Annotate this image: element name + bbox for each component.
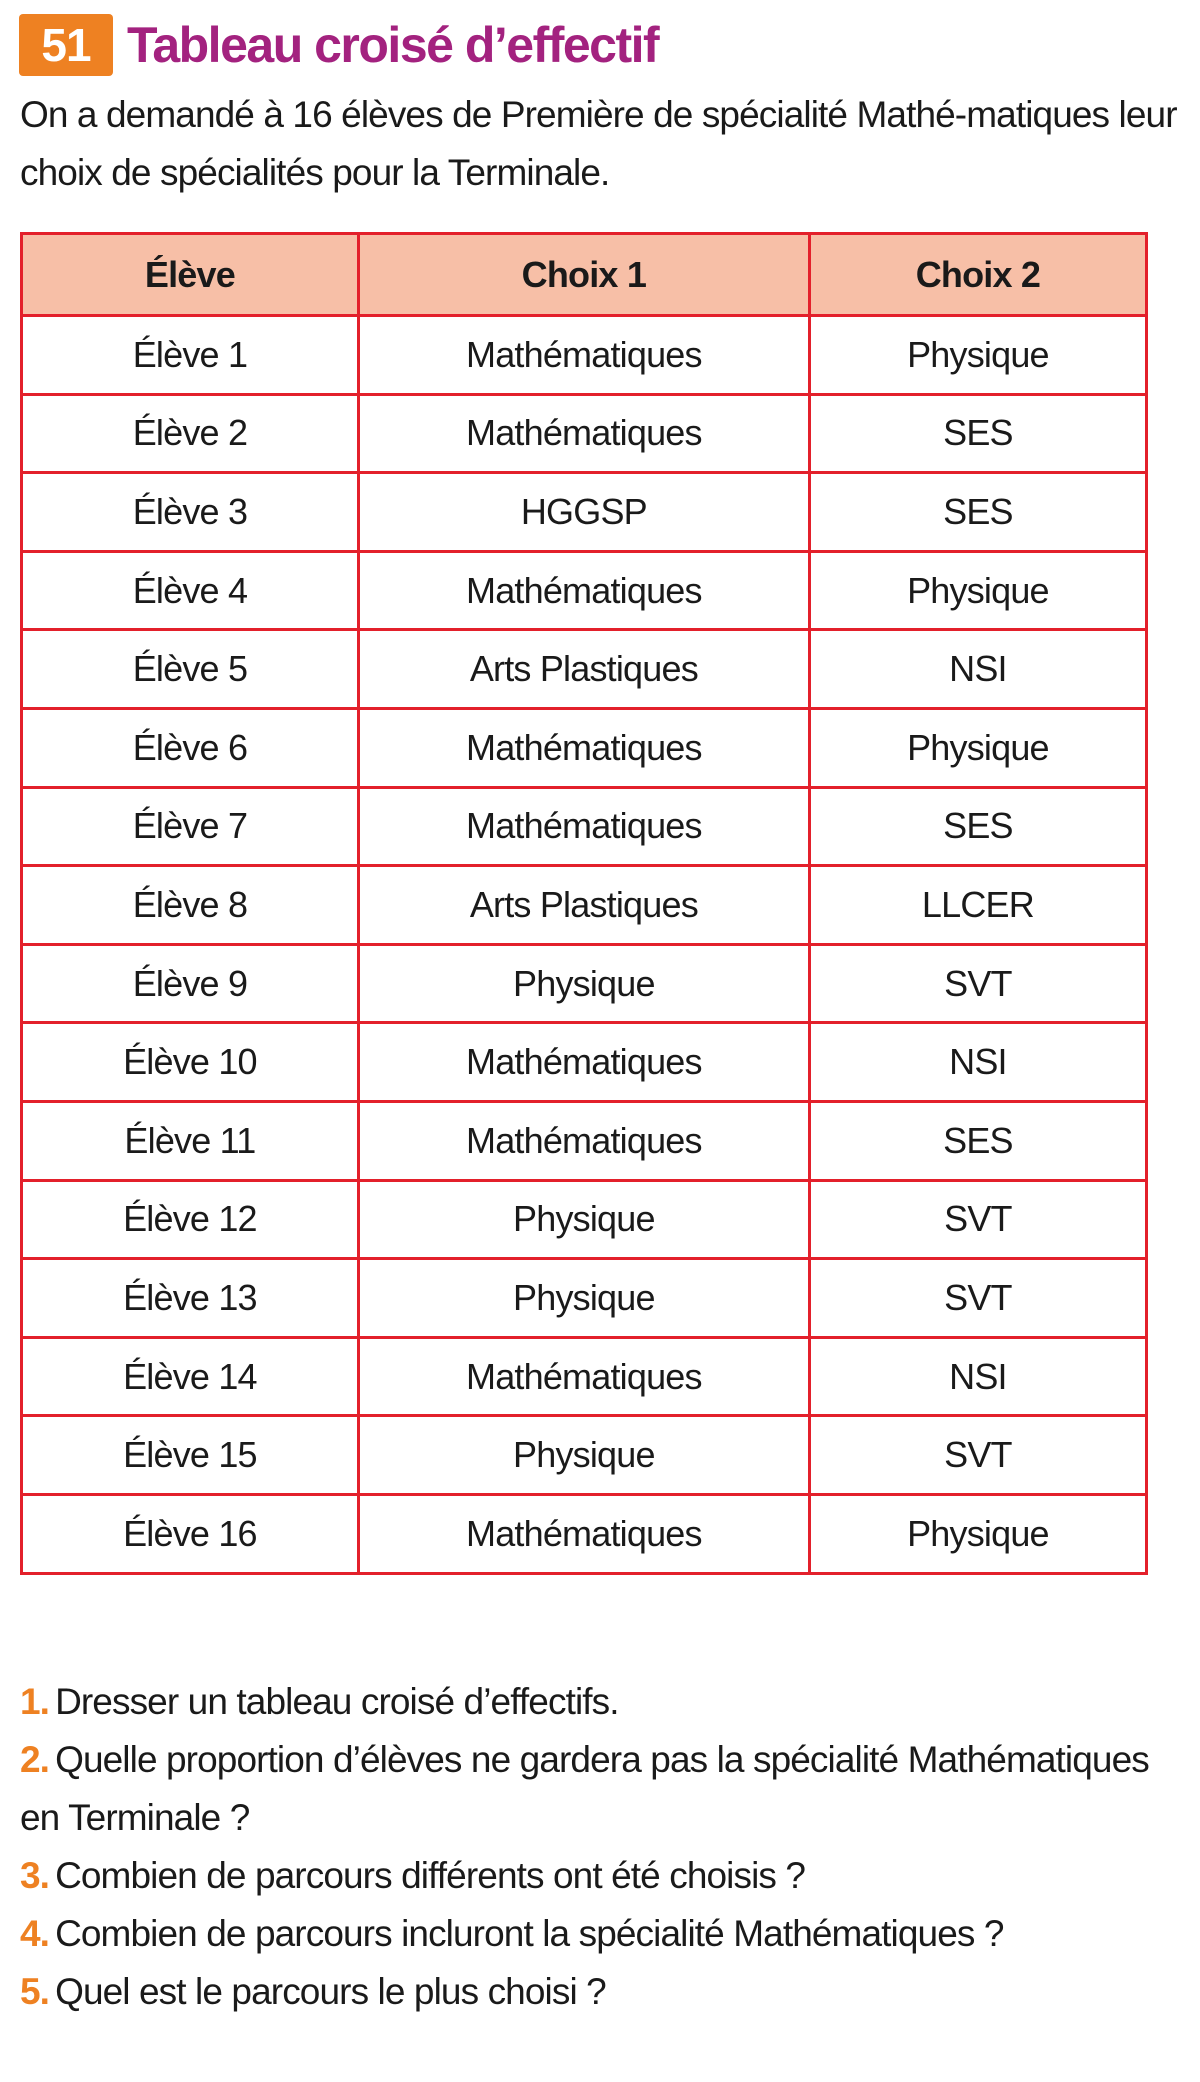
table-row <box>22 944 1147 1023</box>
cell-eleve: Élève 7 <box>22 787 359 866</box>
cell-eleve: Élève 12 <box>22 1180 359 1259</box>
table-row <box>22 1337 1147 1416</box>
cell-choix-2: NSI <box>809 630 1146 709</box>
cell-eleve: Élève 14 <box>22 1337 359 1416</box>
table-row <box>22 708 1147 787</box>
header-choix-1: Choix 1 <box>358 234 809 316</box>
exercise-title: Tableau croisé d’effectif <box>127 17 659 73</box>
exercise-number-badge: 51 <box>19 14 113 76</box>
cell-eleve: Élève 6 <box>22 708 359 787</box>
cell-choix-1: Mathématiques <box>358 1023 809 1102</box>
question-number: 1. <box>20 1681 50 1722</box>
cell-choix-1: Arts Plastiques <box>358 630 809 709</box>
table-row <box>22 1416 1147 1495</box>
cell-choix-2: NSI <box>809 1023 1146 1102</box>
question-text: Quel est le parcours le plus choisi ? <box>55 1971 606 2012</box>
cell-choix-1: Mathématiques <box>358 316 809 395</box>
question-item <box>20 1963 1190 2021</box>
table-row <box>22 473 1147 552</box>
cell-choix-1: Physique <box>358 1180 809 1259</box>
table-row <box>22 316 1147 395</box>
cell-eleve: Élève 1 <box>22 316 359 395</box>
table-row <box>22 394 1147 473</box>
cell-eleve: Élève 3 <box>22 473 359 552</box>
cell-choix-2: SVT <box>809 944 1146 1023</box>
question-number: 2. <box>20 1739 50 1780</box>
question-item <box>20 1847 1190 1905</box>
cell-choix-2: Physique <box>809 1494 1146 1573</box>
questions-list <box>20 1673 1190 2021</box>
cell-choix-2: Physique <box>809 551 1146 630</box>
cell-eleve: Élève 16 <box>22 1494 359 1573</box>
cell-eleve: Élève 9 <box>22 944 359 1023</box>
student-choices-table <box>20 232 1148 1575</box>
cell-choix-1: Mathématiques <box>358 787 809 866</box>
cell-eleve: Élève 5 <box>22 630 359 709</box>
table-header-row <box>22 234 1147 316</box>
cell-choix-1: Physique <box>358 944 809 1023</box>
cell-choix-2: SVT <box>809 1259 1146 1338</box>
question-item <box>20 1731 1190 1847</box>
cell-eleve: Élève 8 <box>22 866 359 945</box>
cell-choix-2: SVT <box>809 1416 1146 1495</box>
cell-choix-2: SES <box>809 394 1146 473</box>
cell-choix-1: Mathématiques <box>358 708 809 787</box>
cell-choix-1: Physique <box>358 1259 809 1338</box>
table-row <box>22 787 1147 866</box>
cell-choix-2: Physique <box>809 708 1146 787</box>
cell-eleve: Élève 10 <box>22 1023 359 1102</box>
question-number: 5. <box>20 1971 50 2012</box>
cell-eleve: Élève 4 <box>22 551 359 630</box>
cell-choix-1: Mathématiques <box>358 1337 809 1416</box>
cell-choix-1: Physique <box>358 1416 809 1495</box>
cell-eleve: Élève 13 <box>22 1259 359 1338</box>
question-item <box>20 1673 1190 1731</box>
table-row <box>22 1023 1147 1102</box>
cell-choix-2: SES <box>809 1101 1146 1180</box>
header-choix-2: Choix 2 <box>809 234 1146 316</box>
question-text: Combien de parcours incluront la spécialité Mathématiques ? <box>55 1913 1004 1954</box>
table-row <box>22 1101 1147 1180</box>
table-row <box>22 551 1147 630</box>
table-row <box>22 630 1147 709</box>
cell-choix-2: Physique <box>809 316 1146 395</box>
question-text: Quelle proportion d’élèves ne gardera pas la spécialité Mathématiques en Terminale ? <box>20 1739 1149 1838</box>
exercise-intro: On a demandé à 16 élèves de Première de spécialité Mathé-matiques leur choix de spécialités pour la Terminale. <box>20 94 1177 193</box>
cell-choix-1: Mathématiques <box>358 1494 809 1573</box>
cell-choix-2: LLCER <box>809 866 1146 945</box>
question-text: Combien de parcours différents ont été choisis ? <box>55 1855 806 1896</box>
cell-choix-1: Mathématiques <box>358 394 809 473</box>
table-row <box>22 1180 1147 1259</box>
header-eleve: Élève <box>22 234 359 316</box>
table-row <box>22 1259 1147 1338</box>
question-number: 3. <box>20 1855 50 1896</box>
cell-choix-2: SES <box>809 473 1146 552</box>
cell-choix-1: HGGSP <box>358 473 809 552</box>
cell-choix-1: Arts Plastiques <box>358 866 809 945</box>
cell-eleve: Élève 15 <box>22 1416 359 1495</box>
question-item <box>20 1905 1190 1963</box>
cell-choix-1: Mathématiques <box>358 1101 809 1180</box>
question-text: Dresser un tableau croisé d’effectifs. <box>55 1681 619 1722</box>
cell-choix-2: SES <box>809 787 1146 866</box>
question-number: 4. <box>20 1913 50 1954</box>
exercise-header <box>19 14 658 76</box>
cell-eleve: Élève 2 <box>22 394 359 473</box>
cell-eleve: Élève 11 <box>22 1101 359 1180</box>
table-row <box>22 866 1147 945</box>
table-row <box>22 1494 1147 1573</box>
cell-choix-2: NSI <box>809 1337 1146 1416</box>
cell-choix-2: SVT <box>809 1180 1146 1259</box>
cell-choix-1: Mathématiques <box>358 551 809 630</box>
